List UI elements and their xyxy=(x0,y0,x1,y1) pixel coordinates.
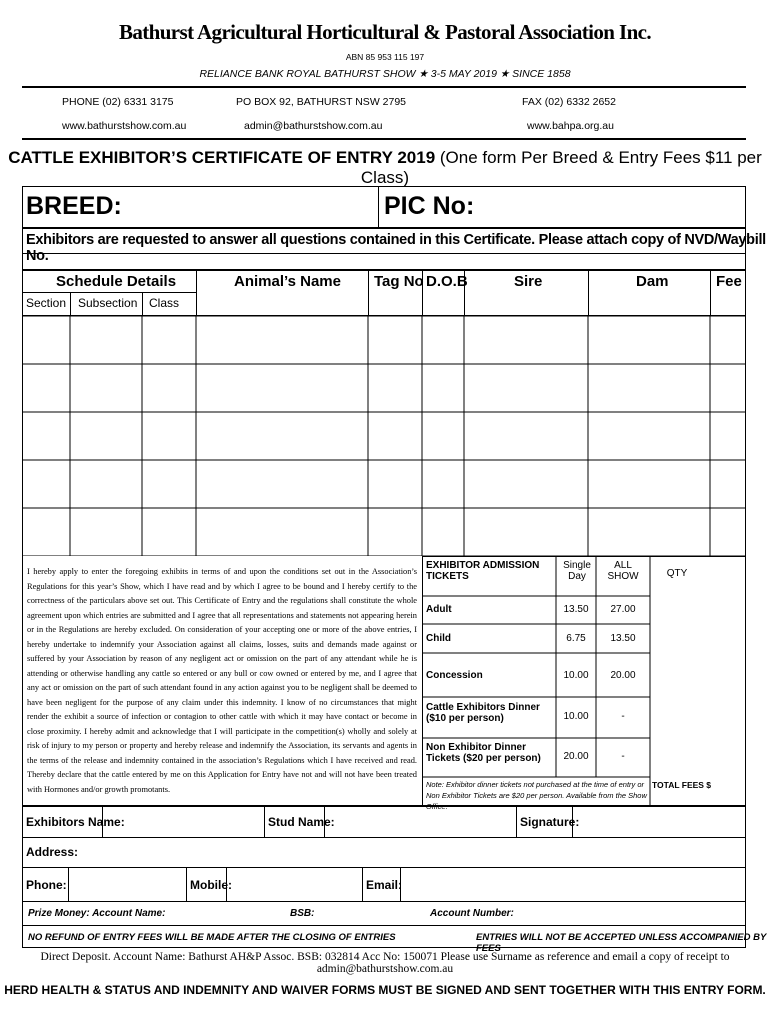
header-divider xyxy=(22,86,746,88)
association-title: Bathurst Agricultural Horticultural & Pastoral Association Inc. xyxy=(118,20,652,44)
po-box-text: PO BOX 92, BATHURST NSW 2795 xyxy=(236,96,406,108)
tickets-heading: EXHIBITOR ADMISSION TICKETS xyxy=(426,560,540,582)
stud-name-field[interactable]: Stud Name: xyxy=(268,815,335,829)
instruction-text: Exhibitors are requested to answer all questions contained in this Certificate. Please attach copy of NVD/Waybill No. xyxy=(26,232,766,264)
col-divider xyxy=(70,292,71,316)
col-divider xyxy=(196,270,197,316)
field-divider xyxy=(362,868,363,902)
ticket-adult-all: 27.00 xyxy=(610,604,636,615)
ticket-child-all: 13.50 xyxy=(610,633,636,644)
section-header: Section xyxy=(26,296,67,310)
website-link[interactable]: www.bathurstshow.com.au xyxy=(62,120,187,132)
qty-header: QTY xyxy=(666,568,688,579)
contact-divider xyxy=(22,138,746,140)
breed-pic-divider xyxy=(378,186,379,228)
phone-field[interactable]: Phone: xyxy=(26,878,67,892)
mobile-field[interactable]: Mobile: xyxy=(190,878,232,892)
website2-link[interactable]: www.bahpa.org.au xyxy=(527,120,614,132)
entry-rows xyxy=(22,316,746,556)
account-number-field[interactable]: Account Number: xyxy=(430,908,514,919)
schedule-subdivider xyxy=(22,292,196,293)
abn-text: ABN 85 953 115 197 xyxy=(345,52,425,62)
ticket-concession-label: Concession xyxy=(426,670,483,681)
bsb-field[interactable]: BSB: xyxy=(290,908,315,919)
tickets-note: Note: Exhibitor dinner tickets not purchased at the time of entry or Non Exhibitor Tickets are $20 per person. Available from the Show Office. xyxy=(426,780,647,811)
breed-field[interactable]: BREED: xyxy=(26,192,122,220)
ticket-adult-single: 13.50 xyxy=(563,604,589,615)
indemnity-text: I hereby apply to enter the foregoing exhibits in terms of and upon the conditions set out in the Association’s Regulations for this year’s Show, which I have read and by which I agree to be bound and I hereby certify to the correctness of the particulars above set out. This Certificate of Entry and the regulations shall constitute the whole agreement upon which entries are submitted and I agree that all representations and statements not appearing herein or in the Regulations are hereby excluded. On consideration of your accepting one or more of the above entries, I hereby undertake to indemnify your Association against all claims, losses, suits and demands made against or suffered by your Association by reason of any negligent act or omission on the part of any attendant while he is attending or otherwise handling any cattle so entered or any bull or cow owned or entered by me, and I agree that any act or omission on the part of such attendant found in any action against you to be negligent shall be deemed to have been negligent for the purpose of any claim under this indemnity. I know of no circumstances that might render the exhibit a source of infection or contagion to other cattle with which it may have contact or become in close proximity. I hereby admit and acknowledge that I will participate in the competition(s) wholly and solely at risk of injury to my person or property and hereby release and indemnify the Association, its servants and agents in the terms of the release and indemnity contained in the association’s Regulations which I have received and read. Thereby declare that the cattle entered by me on this Application for Entry have not and will not have been treated with Hormones and/or growth promotants. xyxy=(27,567,417,794)
exhibitor-row xyxy=(22,806,746,838)
field-divider xyxy=(186,868,187,902)
show-info: RELIANCE BANK ROYAL BATHURST SHOW ★ 3-5 MAY 2019 ★ SINCE 1858 xyxy=(199,68,571,80)
total-fees-label[interactable]: TOTAL FEES $ xyxy=(652,780,712,790)
prize-money-field[interactable]: Prize Money: Account Name: xyxy=(28,908,166,919)
entry-grid xyxy=(22,316,746,556)
subsection-header: Subsection xyxy=(78,296,138,310)
ticket-nonexhibitor-all: - xyxy=(621,751,625,762)
address-row xyxy=(22,838,746,868)
single-day-header: Single Day xyxy=(563,560,591,582)
exhibitors-name-field[interactable]: Exhibitors Name: xyxy=(26,815,125,829)
email-link[interactable]: admin@bathurstshow.com.au xyxy=(244,120,383,132)
email-field[interactable]: Email: xyxy=(366,878,403,892)
sire-header: Sire xyxy=(514,273,543,290)
spacer-row xyxy=(22,254,746,270)
pic-field[interactable]: PIC No: xyxy=(384,192,475,220)
direct-deposit-text: Direct Deposit. Account Name: Bathurst AH&P Assoc. BSB: 032814 Acc No: 150071 Please use Surname as reference and email a copy of receipt to admin@bathurstshow.com.au xyxy=(40,951,730,975)
animal-name-header: Animal’s Name xyxy=(234,273,341,290)
dam-header: Dam xyxy=(636,273,669,290)
certificate-title-note: (One form Per Breed & Entry Fees $11 per Class) xyxy=(360,148,762,187)
dob-header: D.O.B xyxy=(426,273,468,290)
col-divider xyxy=(588,270,589,316)
ticket-dinner-single: 10.00 xyxy=(563,711,589,722)
ticket-concession-single: 10.00 xyxy=(563,670,589,681)
field-divider xyxy=(264,806,265,838)
ticket-dinner-label: Cattle Exhibitors Dinner ($10 per person) xyxy=(426,702,540,724)
ticket-nonexhibitor-label: Non Exhibitor Dinner Tickets ($20 per person) xyxy=(426,742,541,764)
signature-field[interactable]: Signature: xyxy=(520,815,580,829)
ticket-concession-all: 20.00 xyxy=(610,670,636,681)
col-divider xyxy=(368,270,369,316)
fee-header: Fee xyxy=(716,273,742,290)
all-show-header: ALL SHOW xyxy=(607,560,639,582)
tag-no-header: Tag No xyxy=(374,273,424,290)
entries-notice: ENTRIES WILL NOT BE ACCEPTED UNLESS ACCOMPANIED BY FEES xyxy=(476,932,767,954)
fax-text: FAX (02) 6332 2652 xyxy=(522,96,616,108)
herd-health-notice: HERD HEALTH & STATUS AND INDEMNITY AND WAIVER FORMS MUST BE SIGNED AND SENT TOGETHER WITH THIS ENTRY FORM. xyxy=(4,983,766,997)
ticket-nonexhibitor-single: 20.00 xyxy=(563,751,589,762)
schedule-details-header: Schedule Details xyxy=(56,273,177,290)
tickets-grid xyxy=(422,556,746,806)
address-field[interactable]: Address: xyxy=(26,845,79,859)
certificate-title-main: CATTLE EXHIBITOR’S CERTIFICATE OF ENTRY 2019 xyxy=(8,148,436,167)
field-divider xyxy=(68,868,69,902)
certificate-title xyxy=(0,148,770,188)
col-divider xyxy=(710,270,711,316)
class-header: Class xyxy=(149,296,180,310)
col-divider xyxy=(142,292,143,316)
phone-text: PHONE (02) 6331 3175 xyxy=(62,96,174,108)
ticket-dinner-all: - xyxy=(621,711,625,722)
ticket-child-single: 6.75 xyxy=(566,633,586,644)
ticket-adult-label: Adult xyxy=(426,604,452,615)
field-divider xyxy=(516,806,517,838)
no-refund-notice: NO REFUND OF ENTRY FEES WILL BE MADE AFTER THE CLOSING OF ENTRIES xyxy=(28,932,396,943)
ticket-child-label: Child xyxy=(426,633,451,644)
